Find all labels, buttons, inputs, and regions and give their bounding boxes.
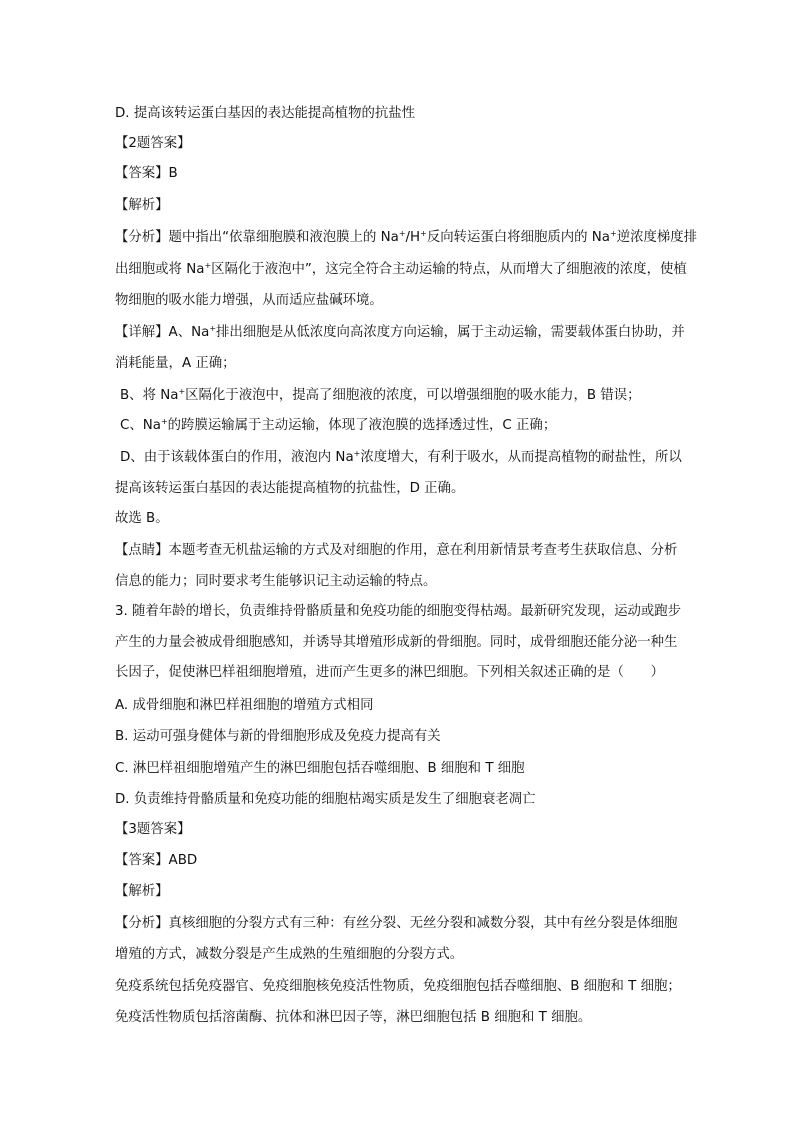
q2-detail-line-3 [120,386,641,406]
superscript-plus: + [204,261,212,270]
superscript-plus: + [209,324,217,333]
superscript-plus: + [353,449,361,458]
text-segment: 排出细胞是从低浓度向高浓度方向运输，属于主动运输，需要载体蛋白协助，并 [216,325,685,340]
q3-option-c: C. 淋巴样祖细胞增殖产生的淋巴细胞包括吞噬细胞、B 细胞和 T 细胞 [115,761,525,776]
q2-detail-line-5 [120,448,682,468]
superscript-plus: + [420,229,427,238]
q2-tip-line-1: 【点睛】本题考查无机盐运输的方式及对细胞的作用，意在利用新情景考查考生获取信息、分析 [115,543,678,558]
q2-detail-line-4 [120,416,556,436]
q3-option-a: A. 成骨细胞和淋巴样祖细胞的增殖方式相同 [115,698,374,713]
text-segment: 区隔化于液泡中，提高了细胞液的浓度，可以增强细胞的吸水能力，B 错误； [185,388,641,403]
superscript-plus: + [160,417,168,426]
q2-detail-line-2: 消耗能量，A 正确； [115,356,236,371]
q2-jiexi-header: 【解析】 [115,198,169,213]
q2-answer: 【答案】B [115,166,178,181]
text-segment: 出细胞或将 Na [115,262,205,277]
q3-stem-line-2: 产生的力量会被成骨细胞感知，并诱导其增殖形成新的骨细胞。同时，成骨细胞还能分泌一种生 [115,635,678,650]
text-segment: 【详解】A、Na [115,325,210,340]
q2-analysis-line-1 [115,228,697,248]
q3-answer-header: 【3题答案】 [115,822,191,837]
q3-option-d: D. 负责维持骨骼质量和免疫功能的细胞枯竭实质是发生了细胞衰老凋亡 [115,792,536,807]
q2-detail-line-6: 提高该转运蛋白基因的表达能提高植物的抗盐性，D 正确。 [115,481,465,496]
text-segment: 区隔化于液泡中”，这完全符合主动运输的特点，从而增大了细胞液的浓度，使植 [211,262,687,277]
text-segment: C、Na [120,418,161,433]
q3-answer: 【答案】ABD [115,853,198,868]
q2-analysis-line-2 [115,260,687,280]
q3-stem-line-1: 3. 随着年龄的增长，负责维持骨骼质量和免疫功能的细胞变得枯竭。最新研究发现，运动或跑步 [115,604,682,619]
q3-stem-line-3: 长因子，促使淋巴样祖细胞增殖，进而产生更多的淋巴细胞。下列相关叙述正确的是（ ） [115,665,665,680]
q2-detail-line-7: 故选 B。 [115,511,169,526]
q2-tip-line-2: 信息的能力；同时要求考生能够识记主动运输的特点。 [115,574,437,589]
q3-jiexi-header: 【解析】 [115,884,169,899]
q3-option-b: B. 运动可强身健体与新的骨细胞形成及免疫力提高有关 [115,729,441,744]
text-segment: 逆浓度梯度排 [616,230,698,245]
text-segment: 【分析】题中指出“依靠细胞膜和液泡膜上的 Na [115,230,399,245]
q2-answer-header: 【2题答案】 [115,136,191,151]
superscript-plus: + [610,229,617,238]
q3-analysis-line-3: 免疫系统包括免疫器官、免疫细胞核免疫活性物质，免疫细胞包括吞噬细胞、B 细胞和 T 细胞； [115,979,681,994]
q3-analysis-line-1: 【分析】真核细胞的分裂方式有三种：有丝分裂、无丝分裂和减数分裂，其中有丝分裂是体细胞 [115,916,678,931]
q3-analysis-line-4: 免疫活性物质包括溶菌酶、抗体和淋巴因子等，淋巴细胞包括 B 细胞和 T 细胞。 [115,1010,592,1025]
text-segment: /H [405,230,421,245]
q2-option-d: D. 提高该转运蛋白基因的表达能提高植物的抗盐性 [115,106,416,121]
q3-analysis-line-2: 增殖的方式，减数分裂是产生成熟的生殖细胞的分裂方式。 [115,947,464,962]
text-segment: B、将 Na [120,388,179,403]
text-segment: 的跨膜运输属于主动运输，体现了液泡膜的选择透过性，C 正确； [167,418,557,433]
superscript-plus: + [398,229,406,238]
text-segment: 反向转运蛋白将细胞质内的 Na [426,230,611,245]
q2-analysis-line-3: 物细胞的吸水能力增强，从而适应盐碱环境。 [115,293,383,308]
superscript-plus: + [178,387,186,396]
text-segment: D、由于该载体蛋白的作用，液泡内 Na [120,450,354,465]
text-segment: 浓度增大，有利于吸水，从而提高植物的耐盐性，所以 [360,450,682,465]
q2-detail-line-1 [115,323,685,343]
